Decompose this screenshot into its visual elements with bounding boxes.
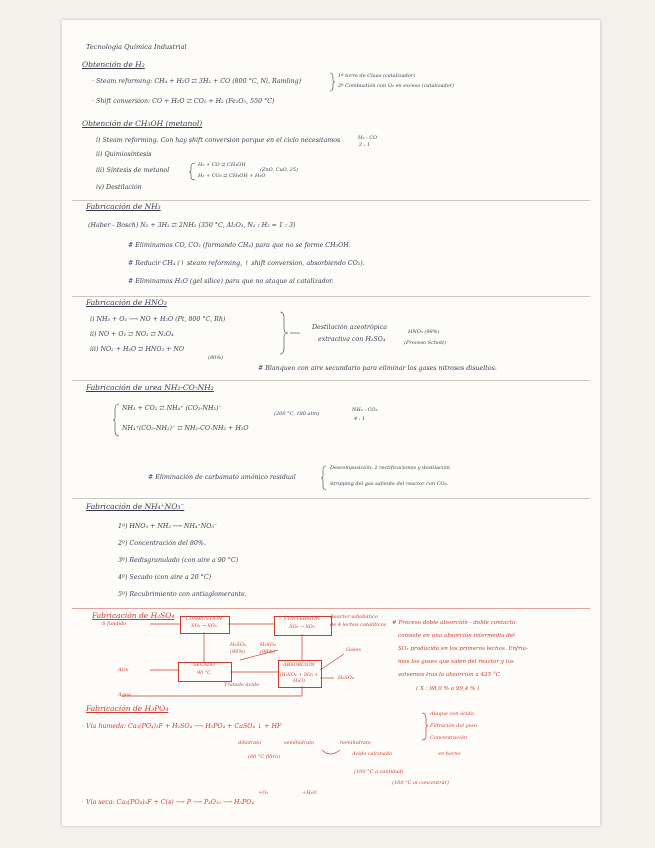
urea-note: # Eliminación de carbamato amónico residual	[148, 474, 296, 481]
h2so4-heading: Fabricación de H₂SO₄	[92, 611, 175, 620]
urea-note-1: Descomposición: 2 rectificaciones y destilación.	[330, 465, 452, 471]
secado-label: SECADO	[193, 663, 215, 668]
urea-conditions: (200 °C, 180 atm)	[274, 411, 320, 417]
hno3-product: HNO₃ (98%)	[408, 329, 440, 335]
h3po4-arrow	[322, 750, 340, 754]
hno3-product-process: (Proceso Schott)	[404, 340, 447, 346]
h3po4-bullet-1: Ataque con ácido.	[430, 711, 476, 717]
h2so4-agua: Agua	[118, 692, 132, 698]
h2so4-note-6: ( X : 98,0 % a 99,4 % )	[416, 686, 480, 692]
h3po4-oxidation: +O₂	[258, 790, 269, 796]
hno3-note: # Blanqueo con aire secundario para eliminar los gases nitrosos disueltos.	[258, 365, 497, 372]
methanol-reaction-1: H₂ + CO ⇄ CH₃OH	[198, 162, 246, 168]
h2so4-gases: Gases	[346, 647, 362, 653]
divider	[72, 498, 590, 499]
notebook-page	[62, 20, 600, 826]
conversion-side-2: de 4 lechos catalíticos	[330, 622, 387, 628]
absorcion-label: ABSORCIÓN	[283, 663, 315, 668]
nh3-heading: Fabricación de NH₃	[86, 202, 161, 211]
h2so4-note-2: consiste en una absorción intermedia del	[398, 633, 515, 639]
hno3-reaction-2: ii) NO + O₂ ⇄ NO₂ ⇄ N₂O₄	[90, 331, 174, 338]
h3po4-bullet-4: Ácido calcinado	[352, 751, 393, 757]
hno3-reaction-1: i) NH₃ + O₂ ⟶ NO + H₂O (Pt, 800 °C, Rh)	[90, 316, 226, 323]
nh3-bullet-1: # Eliminamos CO, CO₂ (formando CH₄) para que no se forme CH₃OH.	[128, 242, 351, 249]
methanol-step-3: iii) Síntesis de metanol	[96, 167, 170, 174]
urea-ratio-values: 4 : 1	[354, 416, 366, 422]
hno3-heading: Fabricación de HNO₃	[86, 298, 167, 307]
secado-sublabel: 90 °C	[197, 671, 211, 676]
conversion-sublabel: SO₂ → SO₃	[289, 625, 315, 630]
methanol-step-2: ii) Quimiosíntesis	[96, 151, 152, 158]
urea-ratio: NH₃ : CO₂	[352, 407, 378, 413]
h3po4-bullet-3: Concentración	[430, 735, 468, 741]
h3po4-heading: Fabricación de H₃PO₄	[86, 704, 169, 713]
methanol-step-4: iv) Destilación	[96, 184, 142, 191]
h3po4-dry-process: · Vía seca: Ca₅(PO₄)₃F + C(s) ⟶ P ⟶ P₄O₁₀ ⟶ H₃PO₄	[82, 799, 254, 806]
an-step-5: 5º) Recubrimiento con antiaglomerante.	[118, 591, 247, 598]
methanol-heading: Obtención de CH₃OH (metanol)	[82, 119, 203, 128]
nh3-equation: (Haber - Bosch) N₂ + 3H₂ ⇄ 2NH₃ (350 °C, Al₂O₃, N₂ : H₂ = 1 : 3)	[88, 222, 296, 229]
h2-note-2: 2ª Combustión con O₂ en exceso (catalizador)	[338, 83, 455, 89]
h3po4-brace	[422, 713, 428, 740]
an-step-2: 2º) Concentración del 80%.	[118, 540, 206, 547]
arrow-gases	[320, 654, 344, 670]
h2so4-note-5: volvemos tras la absorción a 425 °C.	[398, 672, 502, 678]
urea-brace	[113, 404, 119, 436]
hno3-reaction-3: iii) NO₂ + H₂O ⇄ HNO₃ + NO	[90, 346, 185, 353]
h3po4-dihidrato: dihidrato	[238, 740, 262, 746]
hno3-destillation: Destilación azeotrópica	[312, 324, 387, 331]
methanol-ratio-values: 2 : 1	[359, 142, 371, 148]
hno3-reaction-3-yield: (90%)	[208, 355, 224, 361]
an-step-3: 3º) Redisgranulado (con aire a 90 °C)	[118, 557, 239, 564]
h3po4-bullet-4b: en horno	[438, 751, 461, 757]
hno3-brace	[280, 312, 288, 354]
methanol-step-1: i) Steam reforming. Con hay shift conversion porque en el ciclo necesitamos	[96, 137, 341, 144]
h2-note-1: 1ª torre de Claus (catalizador)	[338, 73, 416, 79]
h2so4-label-1: H₂SO₄	[230, 642, 246, 648]
nh3-bullet-2: # Reducir CH₄ (↑ steam reforming, ↑ shift conversion, absorbiendo CO₂).	[128, 260, 365, 267]
h3po4-cond-1: (60 °C filtro)	[248, 754, 281, 760]
h2so4-tratado: Tratado ácido	[224, 682, 260, 688]
h2so4-note-4: mos los gases que salen del reactor y los	[398, 659, 514, 665]
h3po4-hemihidrato: hemihidrato	[340, 740, 371, 746]
divider	[72, 200, 590, 201]
urea-reaction-1: NH₃ + CO₂ ⇄ NH₄⁺ (CO₂-NH₂)⁻	[122, 405, 222, 412]
h3po4-hydration: +H₂O	[302, 790, 317, 796]
h3po4-bullet-5: (100 °C al concentrar)	[392, 780, 449, 786]
absorcion-sublabel: (H₂SO₄ + SO₃ + H₂O)	[279, 673, 319, 684]
h2so4-label-2: H₂SO₄	[260, 642, 276, 648]
h2so4-note-1: # Proceso doble absorción - doble contacto:	[392, 620, 518, 626]
nh3-bullet-3: # Eliminamos H₂O (gel sílice) para que no ataque al catalizador.	[128, 278, 334, 285]
conversion-side-1: Reactor adiabático	[330, 614, 378, 620]
h2so4-output: H₂SO₄	[338, 675, 354, 681]
hno3-destillation-2: extractiva con H₂SO₄	[318, 336, 386, 343]
an-heading: Fabricación de NH₄⁺NO₃⁻	[86, 502, 185, 511]
h2-steam-reforming: · Steam reforming: CH₄ + H₂O ⇄ 3H₂ + CO (800 °C, Ni, Ramling)	[92, 78, 302, 85]
methanol-conditions: (ZnO, CuO, 25)	[260, 167, 298, 173]
divider	[72, 296, 590, 297]
h3po4-bullet-2: Filtración del yeso	[430, 723, 477, 729]
h2so4-aire: Aire	[118, 667, 129, 673]
methanol-reaction-2: H₂ + CO₂ ⇄ CH₃OH + H₂O	[198, 173, 266, 179]
urea-heading: Fabricación de urea NH₂-CO-NH₂	[86, 383, 214, 392]
h2so4-s-fundido: S fundido	[102, 621, 127, 627]
urea-note-2: Stripping del gas saliente del reactor con CO₂.	[330, 481, 449, 487]
methanol-ratio: H₂ : CO	[358, 135, 378, 141]
an-step-4: 4º) Secado (con aire a 20 °C)	[118, 574, 212, 581]
h2so4-note-3: SO₃ producido en los primeros lechos. Enfria-	[398, 646, 528, 652]
h2-heading: Obtención de H₂	[82, 60, 145, 69]
h2-shift-conversion: · Shift conversion: CO + H₂O ⇄ CO₂ + H₂ (Fe₂O₃, 550 °C)	[92, 98, 275, 105]
combustion-label: COMBUSTIÓN	[185, 617, 223, 622]
h2so4-label-1b: (98%)	[230, 649, 246, 655]
page-title: Tecnología Química Industrial	[86, 43, 187, 51]
h2-brace	[330, 73, 335, 91]
divider	[72, 608, 590, 609]
methanol-brace	[189, 163, 195, 180]
divider	[72, 380, 590, 381]
urea-note-brace	[321, 466, 326, 490]
combustion-sublabel: SO₂ → SO₃	[191, 624, 217, 629]
urea-reaction-2: NH₄⁺(CO₂-NH₂)⁻ ⇄ NH₂-CO-NH₂ + H₂O	[122, 425, 249, 432]
h3po4-cond-2: (100 °C a cantidad)	[354, 769, 404, 775]
h3po4-semihidrato: semihidrato	[284, 740, 315, 746]
h2so4-label-2b: (98%)	[260, 649, 276, 655]
an-step-1: 1º) HNO₃ + NH₃ ⟶ NH₄⁺NO₃⁻	[118, 523, 218, 530]
conversion-label: CONVERSIÓN	[284, 617, 320, 622]
h3po4-wet-process: · Vía húmeda: Ca₅(PO₄)₃F + H₂SO₄ ⟶ H₃PO₄ + CaSO₄ ↓ + HF	[82, 723, 282, 730]
